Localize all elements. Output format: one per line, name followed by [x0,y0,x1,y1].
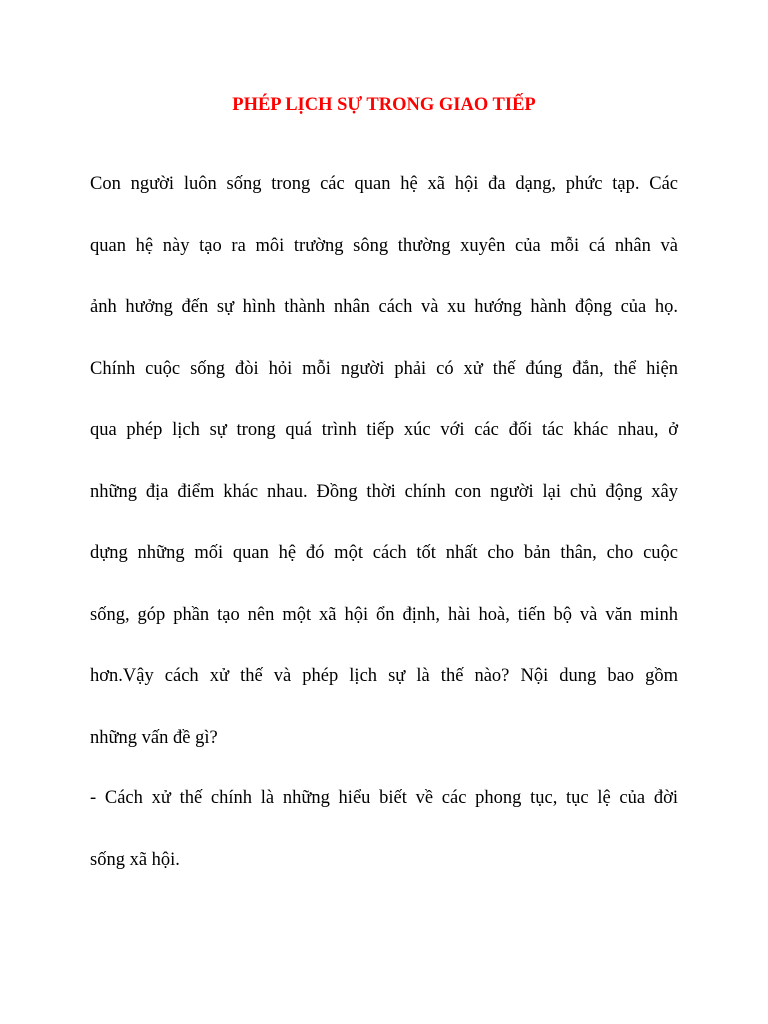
paragraph-definition [90,768,678,891]
text-line: ảnh hưởng đến sự hình thành nhân cách và xu hướng hành động của họ. [90,297,678,317]
text-line: qua phép lịch sự trong quá trình tiếp xúc với các đối tác khác nhau, ở [90,420,678,440]
page-title: PHÉP LỊCH SỰ TRONG GIAO TIẾP [232,95,536,115]
text-line: sống, góp phần tạo nên một xã hội ổn định, hài hoà, tiến bộ và văn minh [90,604,678,625]
text-line: Con người luôn sống trong các quan hệ xã hội đa dạng, phức tạp. Các [90,174,678,194]
text-line: - Cách xử thế chính là những hiểu biết về các phong tục, tục lệ của đời [90,788,678,808]
paragraph-intro [90,154,678,769]
text-line: quan hệ này tạo ra môi trường sông thường xuyên của mỗi cá nhân và [90,235,678,256]
text-line: sống xã hội. [90,849,180,870]
text-line: hơn.Vậy cách xử thế và phép lịch sự là thế nào? Nội dung bao gồm [90,666,678,686]
text-line: dựng những mối quan hệ đó một cách tốt nhất cho bản thân, cho cuộc [90,543,678,563]
text-line: những vấn đề gì? [90,727,218,748]
text-line: Chính cuộc sống đòi hỏi mỗi người phải có xử thế đúng đắn, thể hiện [90,358,678,379]
text-line: những địa điểm khác nhau. Đồng thời chính con người lại chủ động xây [90,481,678,502]
